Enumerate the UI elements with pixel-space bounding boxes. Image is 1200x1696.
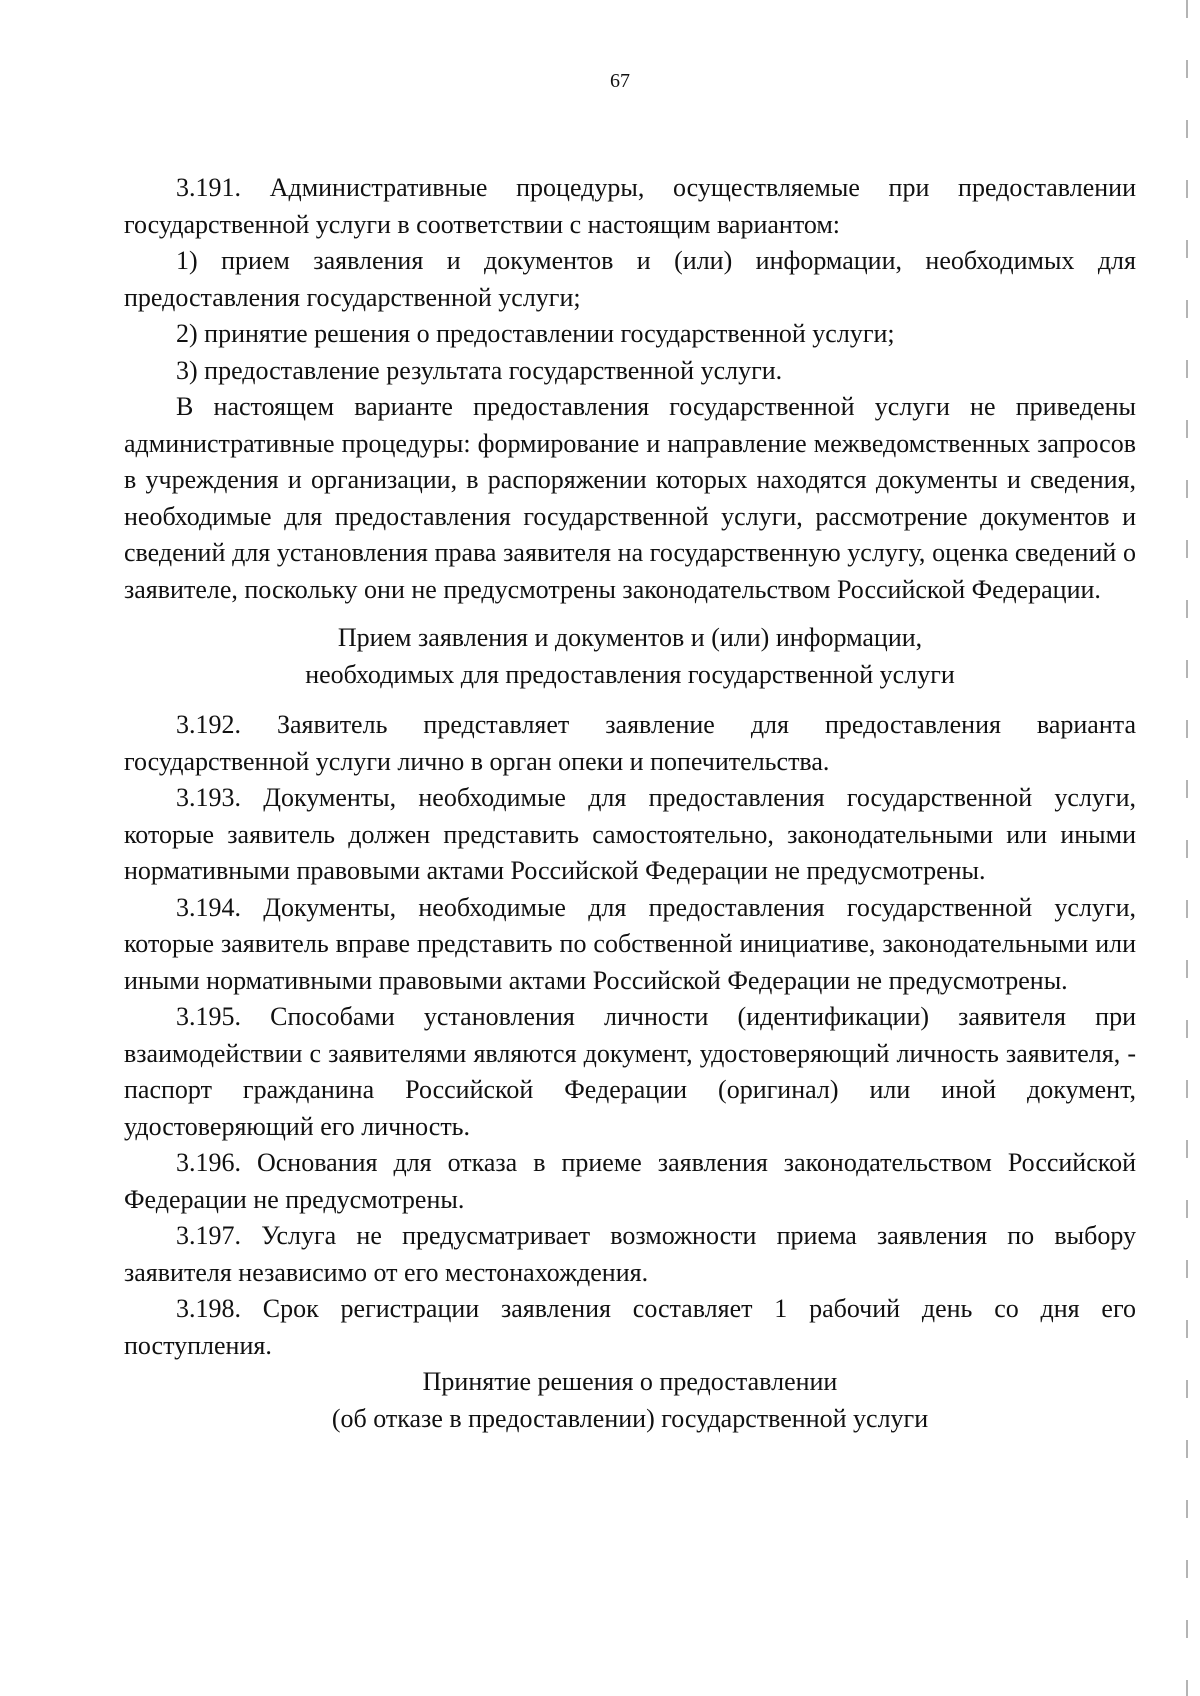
paragraph-3-191: 3.191. Административные процедуры, осуществляемые при предоставлении государственной услуги в соответствии с настоящим вариантом: [124,173,1136,239]
section-heading-line: (об отказе в предоставлении) государственной услуги [331,1403,929,1433]
paragraph-3-194: 3.194. Документы, необходимые для предоставления государственной услуги, которые заявитель вправе представить по собственной инициативе, законодательными или иными нормативными правовыми актами Российской Федерации не предусмотрены. [124,892,1136,995]
section-heading-line: необходимых для предоставления государственной услуги [305,659,955,689]
paragraph-3-192: 3.192. Заявитель представляет заявление для предоставления варианта государственной услуги лично в орган опеки и попечительства. [124,710,1136,776]
paragraph-3-196: 3.196. Основания для отказа в приеме заявления законодательством Российской Федерации не предусмотрены. [124,1148,1136,1214]
paragraph-3-197: 3.197. Услуга не предусматривает возможности приема заявления по выбору заявителя независимо от его местонахождения. [124,1221,1136,1287]
section-heading-line: Прием заявления и документов и (или) информации, [337,623,923,652]
section-heading-decision [124,1364,1136,1437]
document-body [124,170,1136,1437]
page-number: 67 [610,70,630,92]
scan-edge-line [1186,0,1188,1696]
paragraph-note: В настоящем варианте предоставления государственной услуги не приведены административные процедуры: формирование и направление межведомственных запросов в учреждения и организации, в распоряжении которых находятся документы и сведения, необходимые для предоставления государственной услуги, рассмотрение документов и сведений для установления права заявителя на государственную услугу, оценка сведений о заявителе, поскольку они не предусмотрены законодательством Российской Федерации. [124,392,1136,604]
paragraph-3-198: 3.198. Срок регистрации заявления составляет 1 рабочий день со дня его поступления. [124,1294,1136,1360]
section-heading-line: Принятие решения о предоставлении [422,1367,838,1396]
list-item-3: 3) предоставление результата государственной услуги. [176,355,783,385]
section-heading-application [124,620,1136,693]
paragraph-3-193: 3.193. Документы, необходимые для предоставления государственной услуги, которые заявитель должен представить самостоятельно, законодательными или иными нормативными правовыми актами Российской Федерации не предусмотрены. [124,783,1136,885]
list-item-1: 1) прием заявления и документов и (или) информации, необходимых для предоставления государственной услуги; [124,246,1136,312]
paragraph-3-195: 3.195. Способами установления личности (идентификации) заявителя при взаимодействии с заявителями являются документ, удостоверяющий личность заявителя, - паспорт гражданина Российской Федерации (оригинал) или иной документ, удостоверяющий его личность. [124,1002,1136,1141]
list-item-2: 2) принятие решения о предоставлении государственной услуги; [176,319,895,348]
